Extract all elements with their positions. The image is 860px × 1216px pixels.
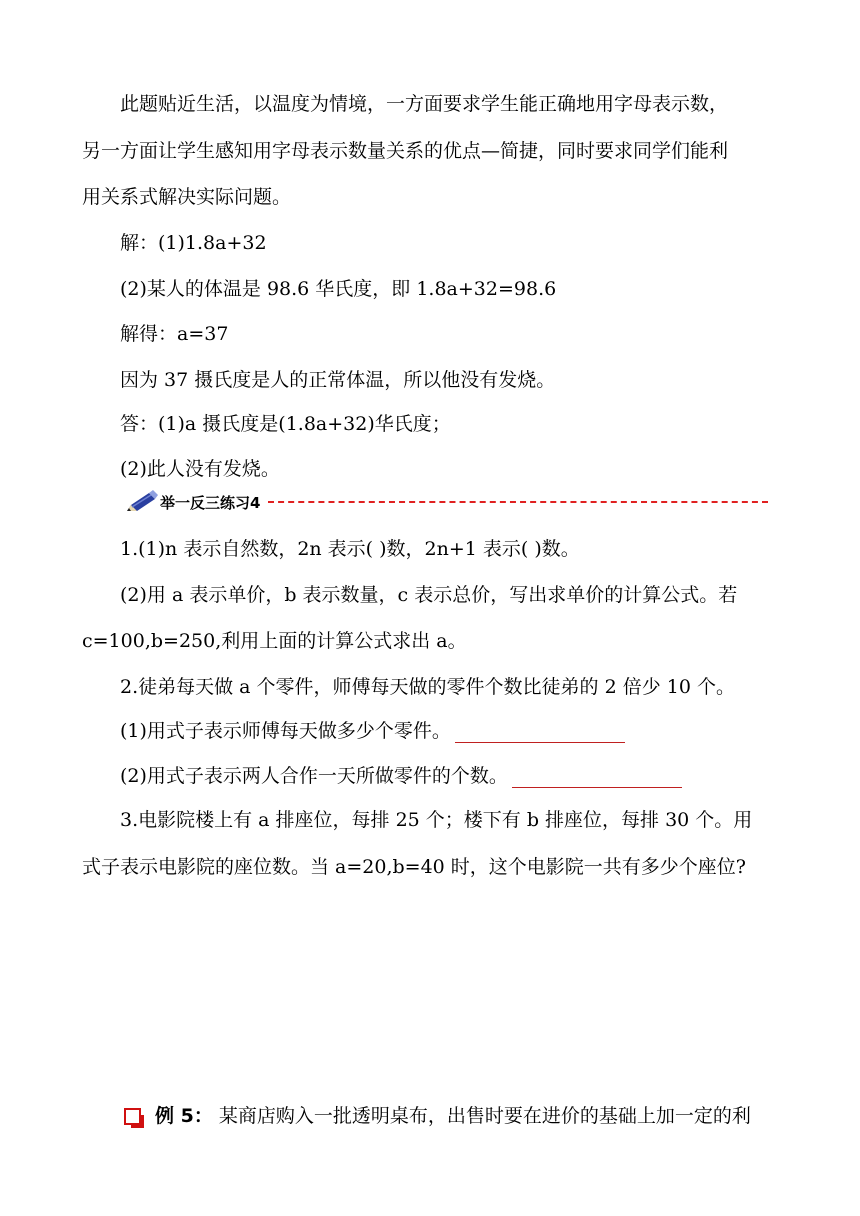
answer-line: 答：(1)a 摄氏度是(1.8a+32)华氏度； <box>120 413 451 435</box>
solution-line: 解得：a=37 <box>120 323 229 345</box>
analysis-line-3: 用关系式解决实际问题。 <box>82 186 292 208</box>
question-2b <box>120 764 682 788</box>
question-2a-text: (1)用式子表示师傅每天做多少个零件。 <box>120 720 451 742</box>
answer-blank[interactable] <box>512 767 682 788</box>
question-3-line-2: 式子表示电影院的座位数。当 a=20,b=40 时，这个电影院一共有多少个座位? <box>82 856 746 878</box>
analysis-line-2: 另一方面让学生感知用字母表示数量关系的优点—简捷，同时要求同学们能利 <box>82 140 729 162</box>
pencil-icon <box>124 490 158 514</box>
solution-line: 解：(1)1.8a+32 <box>120 232 267 254</box>
answer-blank[interactable] <box>455 722 625 743</box>
heading-divider <box>268 501 768 503</box>
question-2b-text: (2)用式子表示两人合作一天所做零件的个数。 <box>120 765 508 787</box>
practice-heading-title: 举一反三练习4 <box>160 493 261 512</box>
question-3-line-1: 3.电影院楼上有 a 排座位，每排 25 个；楼下有 b 排座位，每排 30 个。用 <box>120 809 753 831</box>
question-2a <box>120 719 625 743</box>
solution-line: (2)某人的体温是 98.6 华氏度，即 1.8a+32=98.6 <box>120 278 557 300</box>
example-5-text: 某商店购入一批透明桌布，出售时要在进价的基础上加一定的利 <box>218 1105 751 1127</box>
question-1b-line-2: c=100,b=250,利用上面的计算公式求出 a。 <box>82 630 467 652</box>
practice-heading <box>124 488 768 516</box>
solution-line: 因为 37 摄氏度是人的正常体温，所以他没有发烧。 <box>120 369 556 391</box>
checkbox-icon <box>124 1108 141 1125</box>
question-1b-line-1: (2)用 a 表示单价，b 表示数量，c 表示总价，写出求单价的计算公式。若 <box>120 584 738 606</box>
example-5 <box>124 1104 751 1128</box>
analysis-line-1: 此题贴近生活，以温度为情境，一方面要求学生能正确地用字母表示数， <box>120 93 729 115</box>
example-5-label: 例 5： <box>155 1105 213 1127</box>
question-2: 2.徒弟每天做 a 个零件，师傅每天做的零件个数比徒弟的 2 倍少 10 个。 <box>120 676 735 698</box>
question-1a: 1.(1)n 表示自然数，2n 表示( )数，2n+1 表示( )数。 <box>120 538 580 560</box>
answer-line: (2)此人没有发烧。 <box>120 458 280 480</box>
